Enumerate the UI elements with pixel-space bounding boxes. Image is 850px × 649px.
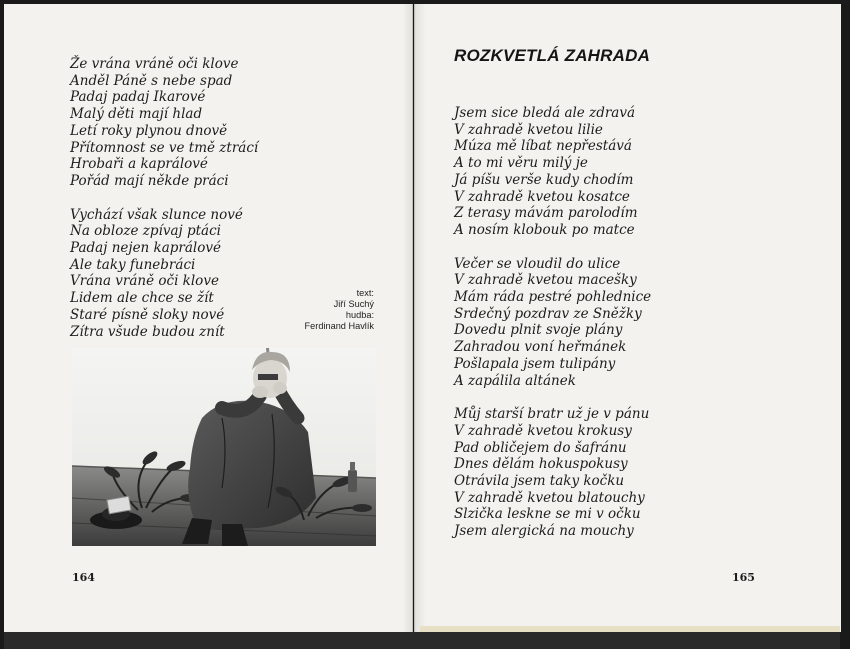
poem-line: A to mi věru milý je xyxy=(454,155,588,172)
poem-line: V zahradě kvetou lilie xyxy=(454,121,603,138)
page-number-right: 165 xyxy=(732,571,755,584)
poem-line: Z terasy mávám parolodím xyxy=(454,205,638,222)
poem-line: Na obloze zpívaj ptáci xyxy=(70,223,221,240)
poem-line: Anděl Páně s nebe spad xyxy=(70,72,233,89)
poem-line: Pošlapala jsem tulipány xyxy=(454,355,616,372)
poem-line: Srdečný pozdrav ze Sněžky xyxy=(454,305,642,322)
poem-line: Pořád mají někde práci xyxy=(70,172,229,189)
poem-line: A zapálila altánek xyxy=(454,372,576,389)
music-label: hudba: xyxy=(345,310,374,320)
poem-stanza xyxy=(454,406,651,540)
poem-line: Otrávila jsem taky kočku xyxy=(454,473,625,490)
poem-line: Múza mě líbat nepřestává xyxy=(454,138,632,155)
poem-line: Letí roky plynou dnově xyxy=(70,122,228,139)
poem-line: Padaj nejen kaprálové xyxy=(70,240,221,257)
lyrics-author: Jiří Suchý xyxy=(333,299,374,309)
poem-line: Slzička leskne se mi v očku xyxy=(454,506,641,523)
poem-stanza xyxy=(454,256,651,390)
poem-line: V zahradě kvetou kosatce xyxy=(454,188,630,205)
poem-line: Jsem sice bledá ale zdravá xyxy=(454,105,636,121)
poem-line: Zítra všude budou znít xyxy=(70,323,225,340)
poem-stanza xyxy=(454,105,651,239)
poem-line: Dnes dělám hokuspokusy xyxy=(454,456,628,473)
poem-line: V zahradě kvetou krokusy xyxy=(454,422,632,439)
poem-stanza xyxy=(70,56,258,190)
poem-line: Vychází však slunce nové xyxy=(70,206,243,223)
poem-line: Přítomnost se ve tmě ztrácí xyxy=(70,139,259,156)
poem-title: ROZKVETLÁ ZAHRADA xyxy=(454,46,651,65)
page-number-left: 164 xyxy=(72,571,95,584)
poem-line: Pad obličejem do šafránu xyxy=(454,439,627,456)
poem-line: Hrobaři a kaprálové xyxy=(70,156,208,173)
right-poem xyxy=(454,105,651,557)
poem-stanza xyxy=(70,207,258,341)
poem-line: Jsem alergická na mouchy xyxy=(454,523,634,540)
poem-line: Mám ráda pestré pohlednice xyxy=(454,289,652,306)
song-credits xyxy=(288,288,374,332)
poem-line: Ale taky funebráci xyxy=(70,256,196,273)
poem-line: Dovedu plnit svoje plány xyxy=(454,322,623,339)
poem-line: Staré písně sloky nové xyxy=(70,306,225,323)
poem-line: Vrána vráně oči klove xyxy=(70,273,219,290)
poem-line: Malý děti mají hlad xyxy=(70,106,203,123)
poem-line: Padaj padaj Ikarové xyxy=(70,89,206,106)
left-poem xyxy=(70,56,258,357)
scan-bottom-edge xyxy=(4,632,840,649)
photograph xyxy=(72,348,376,546)
poem-line: Lidem ale chce se žít xyxy=(70,290,214,307)
poem-line: V zahradě kvetou blatouchy xyxy=(454,489,645,506)
poem-line: V zahradě kvetou macešky xyxy=(454,272,637,289)
poem-line: Že vrána vráně oči klove xyxy=(70,56,239,72)
poem-line: Já píšu verše kudy chodím xyxy=(454,171,634,188)
poem-line: Večer se vloudil do ulice xyxy=(454,255,621,272)
poem-line: Zahradou voní heřmánek xyxy=(454,339,627,356)
music-author: Ferdinand Havlík xyxy=(304,321,374,331)
poem-line: A nosím klobouk po matce xyxy=(454,221,635,238)
book-gutter xyxy=(402,4,426,632)
lyrics-label: text: xyxy=(356,288,374,298)
poem-line: Můj starší bratr už je v pánu xyxy=(454,406,650,423)
